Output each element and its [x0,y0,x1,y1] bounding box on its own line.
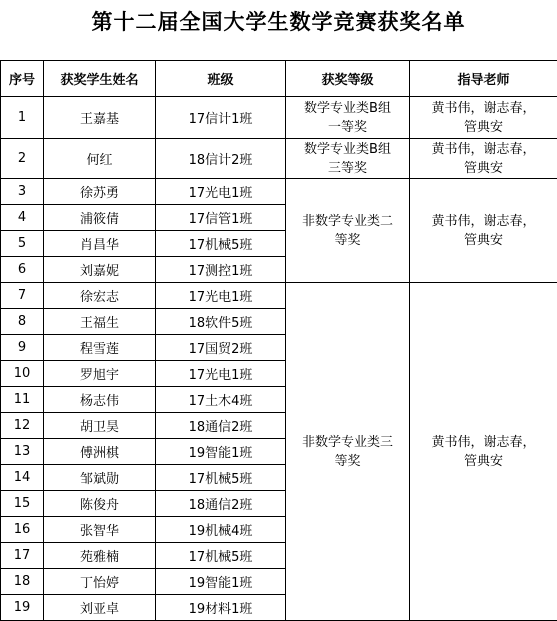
row-class: 17国贸2班 [156,335,286,361]
row-no: 4 [1,205,44,231]
teacher-cell [410,283,557,621]
teacher-line: 黄书伟，谢志春， [410,99,557,118]
row-no: 5 [1,231,44,257]
row-class: 17光电1班 [156,361,286,387]
teacher-line: 管典安 [410,231,557,250]
row-no: 14 [1,465,44,491]
row-class: 17信管1班 [156,205,286,231]
teacher-line: 管典安 [410,118,557,137]
row-name: 王嘉基 [44,97,156,139]
row-class: 17土木4班 [156,387,286,413]
header-row [1,61,557,97]
row-name: 张智华 [44,517,156,543]
header-level: 获奖等级 [286,61,410,97]
teacher-cell [410,179,557,283]
row-class: 17机械5班 [156,543,286,569]
row-no: 11 [1,387,44,413]
teacher-line: 管典安 [410,159,557,178]
row-name: 傅洲棋 [44,439,156,465]
row-name: 浦筱倩 [44,205,156,231]
header-no: 序号 [1,61,44,97]
row-no: 16 [1,517,44,543]
row-class: 18软件5班 [156,309,286,335]
row-class: 18信计2班 [156,139,286,179]
row-class: 17信计1班 [156,97,286,139]
table-row [1,179,557,205]
table-row [1,139,557,179]
row-no: 6 [1,257,44,283]
table-row [1,283,557,309]
row-class: 17机械5班 [156,465,286,491]
teacher-cell [410,97,557,139]
row-no: 2 [1,139,44,179]
row-class: 18通信2班 [156,413,286,439]
table-row [1,97,557,139]
row-class: 17机械5班 [156,231,286,257]
row-class: 19智能1班 [156,569,286,595]
row-class: 17测控1班 [156,257,286,283]
header-teacher: 指导老师 [410,61,557,97]
row-class: 18通信2班 [156,491,286,517]
row-class: 19机械4班 [156,517,286,543]
row-name: 何红 [44,139,156,179]
award-level-line: 数学专业类B组 [286,99,409,118]
header-class: 班级 [156,61,286,97]
row-name: 徐苏勇 [44,179,156,205]
award-level-line: 一等奖 [286,118,409,137]
row-name: 肖昌华 [44,231,156,257]
row-no: 8 [1,309,44,335]
award-table [0,60,557,621]
page-title: 第十二届全国大学生数学竞赛获奖名单 [0,0,557,43]
row-no: 17 [1,543,44,569]
row-no: 3 [1,179,44,205]
row-no: 9 [1,335,44,361]
teacher-line: 黄书伟，谢志春， [410,140,557,159]
award-level-cell [286,139,410,179]
row-name: 罗旭宇 [44,361,156,387]
row-name: 刘嘉妮 [44,257,156,283]
row-name: 王福生 [44,309,156,335]
row-no: 19 [1,595,44,621]
award-level-cell [286,97,410,139]
row-class: 17光电1班 [156,283,286,309]
teacher-line: 黄书伟，谢志春， [410,212,557,231]
row-no: 10 [1,361,44,387]
row-name: 丁怡婷 [44,569,156,595]
teacher-cell [410,139,557,179]
row-no: 1 [1,97,44,139]
row-name: 苑雅楠 [44,543,156,569]
row-name: 杨志伟 [44,387,156,413]
header-name: 获奖学生姓名 [44,61,156,97]
award-level-line: 数学专业类B组 [286,140,409,159]
row-no: 12 [1,413,44,439]
award-level-cell [286,283,410,621]
row-no: 18 [1,569,44,595]
teacher-line: 管典安 [410,452,557,471]
row-class: 19材料1班 [156,595,286,621]
row-name: 邹斌勋 [44,465,156,491]
award-level-line: 等奖 [286,452,409,471]
row-name: 陈俊舟 [44,491,156,517]
row-no: 15 [1,491,44,517]
row-no: 13 [1,439,44,465]
row-no: 7 [1,283,44,309]
award-level-line: 非数学专业类三 [286,433,409,452]
row-name: 徐宏志 [44,283,156,309]
row-class: 17光电1班 [156,179,286,205]
row-name: 胡卫昊 [44,413,156,439]
award-level-line: 非数学专业类二 [286,212,409,231]
award-level-line: 三等奖 [286,159,409,178]
row-class: 19智能1班 [156,439,286,465]
row-name: 刘亚卓 [44,595,156,621]
row-name: 程雪莲 [44,335,156,361]
teacher-line: 黄书伟，谢志春， [410,433,557,452]
award-level-cell [286,179,410,283]
award-level-line: 等奖 [286,231,409,250]
